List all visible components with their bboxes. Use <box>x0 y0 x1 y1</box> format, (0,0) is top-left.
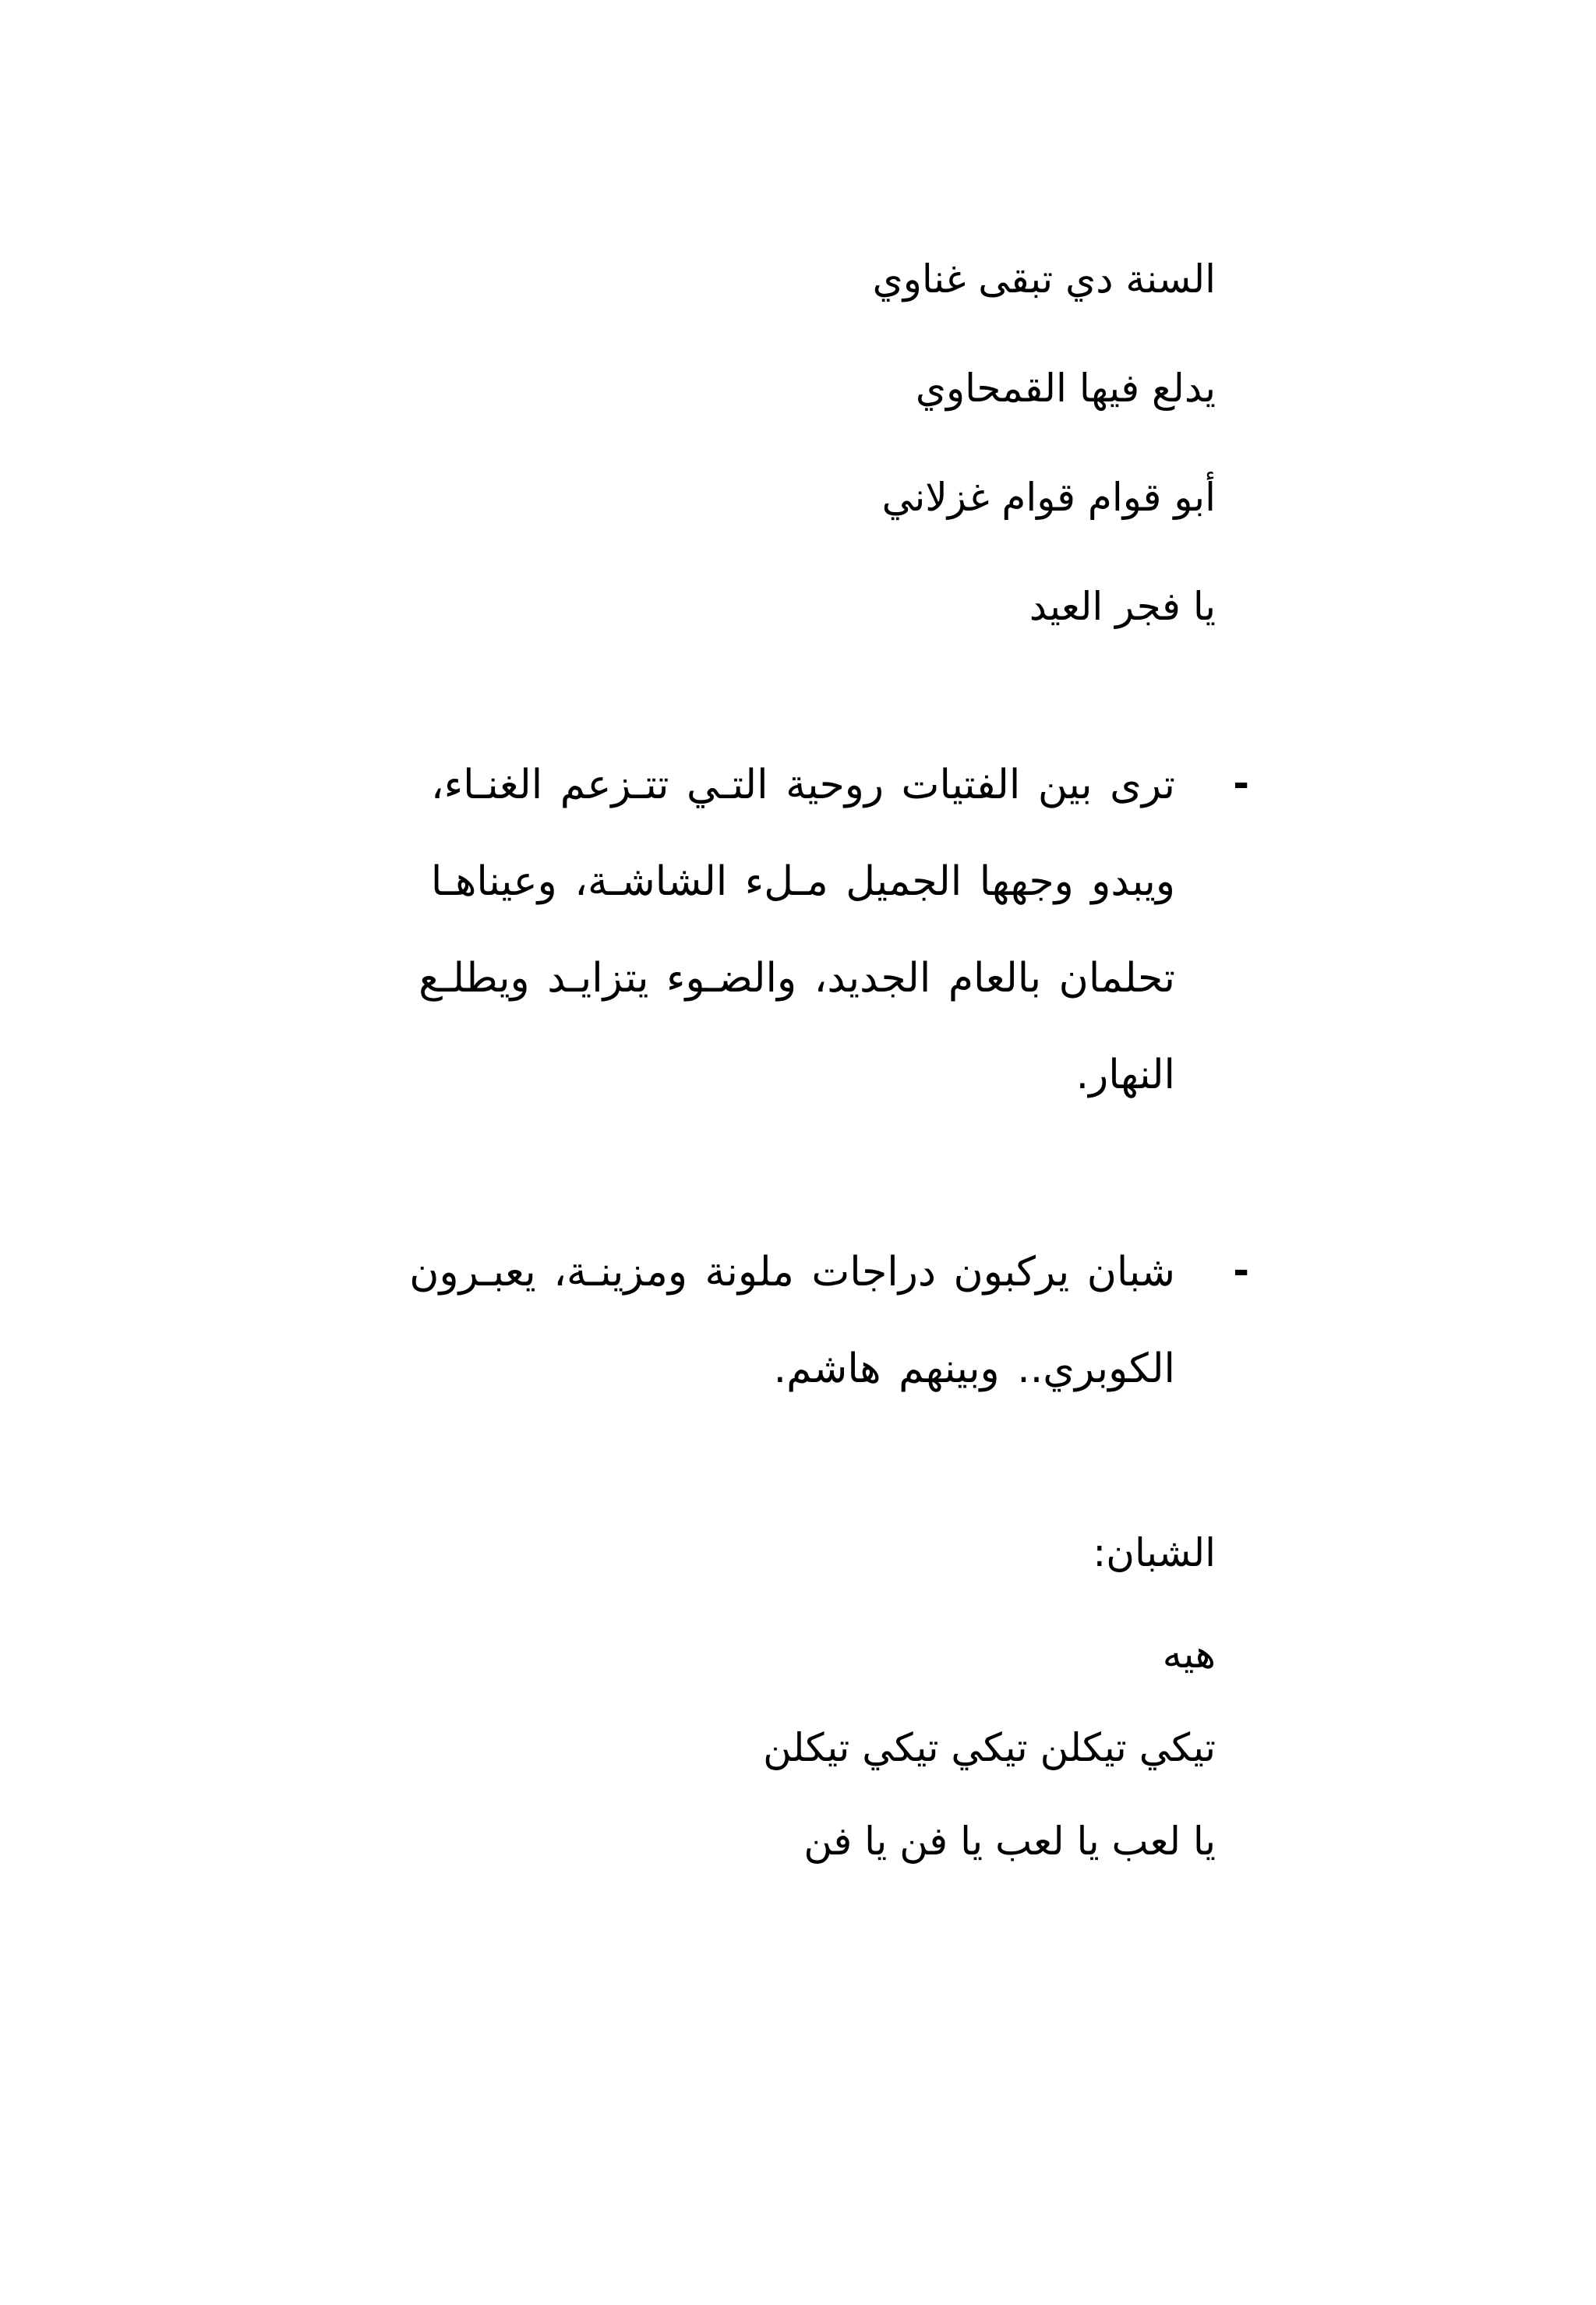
dialogue-line-3: يا لعب يا لعب يا فن يا فن <box>803 1819 1216 1864</box>
paragraph-1-line-4: النهار. <box>1075 1052 1175 1098</box>
paragraph-1-line-2: ويبدو وجهها الجميل مـلء الشاشـة، وعيناهـا <box>430 858 1175 905</box>
paragraph-2 <box>209 1224 1175 1417</box>
paragraph-1-line-1: ترى بين الفتيات روحية التـي تتـزعم الغنـاء، <box>430 762 1175 808</box>
stanza-1-line-1: السنة دي تبقى غناوي <box>872 256 1216 302</box>
speaker-label: الشبان: <box>1093 1530 1216 1575</box>
stanza-1-line-4: يا فجر العيد <box>1029 584 1216 629</box>
stanza-1-line-3: أبو قوام قوام غزلاني <box>881 475 1216 520</box>
dialogue-line-1: هيه <box>1162 1632 1216 1677</box>
paragraph-1 <box>209 737 1175 1123</box>
paragraph-2-line-2: الكوبري.. وبينهم هاشم. <box>773 1345 1175 1392</box>
stanza-1-line-2: يدلع فيها القمحاوي <box>915 366 1216 411</box>
paragraph-2-bullet: - <box>1233 1248 1249 1293</box>
dialogue-line-2: تيكي تيكلن تيكي تيكي تيكلن <box>763 1725 1216 1770</box>
paragraph-1-line-3: تحلمان بالعام الجديد، والضـوء يتزايـد ويطلـع <box>418 955 1175 1002</box>
paragraph-2-line-1: شبان يركبون دراجات ملونة ومزينـة، يعبـرون <box>409 1249 1175 1296</box>
paragraph-1-bullet: - <box>1233 761 1249 806</box>
